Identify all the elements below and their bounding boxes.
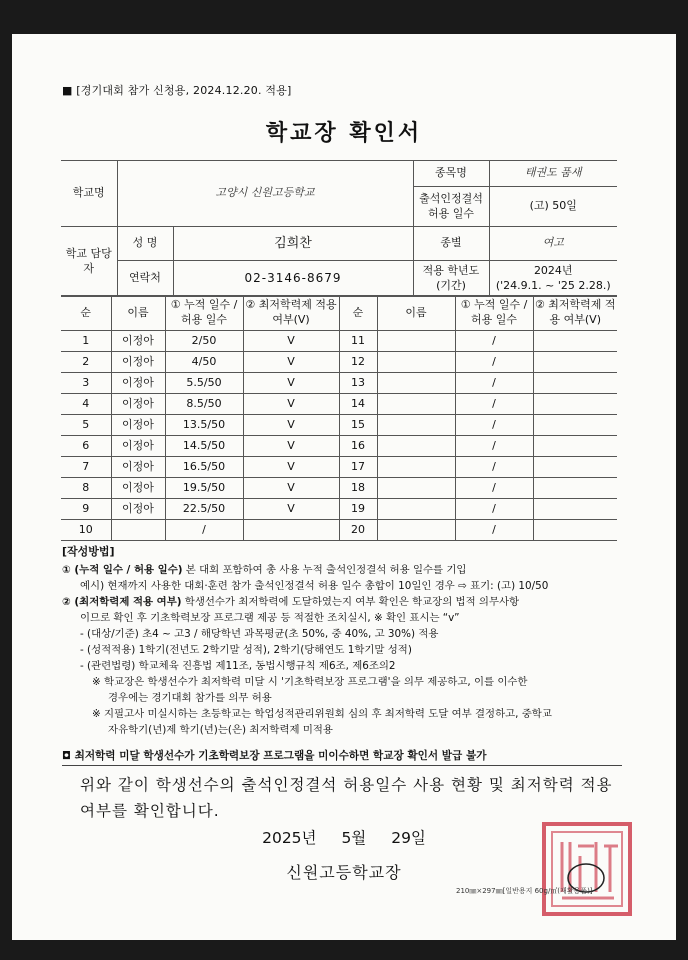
col-no-right: 순 — [339, 296, 377, 331]
row-days-right: / — [455, 457, 533, 478]
row-days-right: / — [455, 373, 533, 394]
col-name-right: 이름 — [377, 296, 455, 331]
contact-value: 02-3146-8679 — [173, 261, 413, 297]
col-no: 순 — [61, 296, 111, 331]
row-days: 4/50 — [165, 352, 243, 373]
row-min-right — [533, 394, 617, 415]
row-no-right: 19 — [339, 499, 377, 520]
row-min-right — [533, 457, 617, 478]
row-days: / — [165, 520, 243, 541]
row-no: 9 — [61, 499, 111, 520]
name-value: 김희찬 — [173, 227, 413, 261]
gender-label: 종별 — [413, 227, 489, 261]
row-min-right — [533, 331, 617, 352]
row-days: 2/50 — [165, 331, 243, 352]
col-min: ② 최저학력제 적용 여부(V) — [243, 296, 339, 331]
row-no-right: 17 — [339, 457, 377, 478]
row-min-right — [533, 520, 617, 541]
school-seal-stamp — [540, 820, 634, 918]
row-days: 5.5/50 — [165, 373, 243, 394]
row-days-right: / — [455, 331, 533, 352]
row-no-right: 16 — [339, 436, 377, 457]
row-name-right — [377, 520, 455, 541]
table-row — [61, 415, 617, 436]
document-title: 학교장 확인서 — [265, 121, 423, 146]
row-name: 이정아 — [111, 352, 165, 373]
row-days: 16.5/50 — [165, 457, 243, 478]
row-min-right — [533, 499, 617, 520]
period-value: ('24.9.1. ~ '25 2.28.) — [495, 278, 611, 292]
paper-spec-footer: 210㎜×297㎜[일반용지 60g/㎡(재활용품)] — [456, 887, 593, 895]
row-no-right: 18 — [339, 478, 377, 499]
table-row — [61, 394, 617, 415]
row-days-right: / — [455, 394, 533, 415]
row-min-right — [533, 478, 617, 499]
row-no: 2 — [61, 352, 111, 373]
table-row — [61, 436, 617, 457]
row-days-right: / — [455, 352, 533, 373]
school-label: 학교명 — [61, 161, 117, 227]
header-note: ■ [경기대회 참가 신청용, 2024.12.20. 적용] — [62, 84, 292, 97]
table-row — [61, 352, 617, 373]
row-min-right — [533, 352, 617, 373]
row-name: 이정아 — [111, 499, 165, 520]
row-no-right: 13 — [339, 373, 377, 394]
note-1-example: 예시) 현재까지 사용한 대회·훈련 참가 출석인정결석 허용 일수 총합이 10일인 경우 ⇨ 표기: (고) 10/50 — [80, 580, 549, 592]
principal-signature: 신원고등학교장 — [286, 863, 402, 882]
row-no-right: 14 — [339, 394, 377, 415]
remark-2-cont: 자유학기(년)제 학기(년)는(은) 최저학력제 미적용 — [108, 724, 333, 736]
row-min: V — [243, 331, 339, 352]
col-min-right: ② 최저학력제 적용 여부(V) — [533, 296, 617, 331]
row-name: 이정아 — [111, 436, 165, 457]
row-min-right — [533, 436, 617, 457]
detail-grades: - (성적적용) 1학기(전년도 2학기말 성적), 2학기(당해연도 1학기말 성적) — [80, 644, 412, 656]
row-name-right — [377, 436, 455, 457]
row-min: V — [243, 352, 339, 373]
row-no: 4 — [61, 394, 111, 415]
table-row — [61, 520, 617, 541]
row-min — [243, 520, 339, 541]
col-days: ① 누적 일수 / 허용 일수 — [165, 296, 243, 331]
log-body — [61, 331, 617, 541]
row-days: 8.5/50 — [165, 394, 243, 415]
row-no: 6 — [61, 436, 111, 457]
row-name: 이정아 — [111, 394, 165, 415]
row-no: 8 — [61, 478, 111, 499]
row-min: V — [243, 415, 339, 436]
col-days-right: ① 누적 일수 / 허용 일수 — [455, 296, 533, 331]
instructions — [62, 544, 622, 738]
row-name-right — [377, 352, 455, 373]
note-2: ② (최저학력제 적용 여부) 학생선수가 최저학력에 도달하였는지 여부 확인은 학교장의 법적 의무사항 — [62, 596, 520, 608]
row-days-right: / — [455, 478, 533, 499]
row-name: 이정아 — [111, 373, 165, 394]
allowance-value: (고) 50일 — [489, 187, 617, 227]
row-no: 7 — [61, 457, 111, 478]
detail-target: - (대상/기준) 초4 ~ 고3 / 해당학년 과목평균(초 50%, 중 40%, 고 30%) 적용 — [80, 628, 439, 640]
confirmation-text: 위와 같이 학생선수의 출석인정결석 허용일수 사용 현황 및 최저학력 적용 여부를 확인합니다. — [80, 776, 613, 820]
table-row — [61, 373, 617, 394]
row-min-right — [533, 415, 617, 436]
manager-label: 학교 담당자 — [61, 227, 117, 297]
sport-value: 태권도 품새 — [489, 161, 617, 187]
remark-1: ※ 학교장은 학생선수가 최저학력 미달 시 '기초학력보장 프로그램'을 의무 제공하고, 이를 이수한 — [92, 676, 528, 688]
row-min: V — [243, 394, 339, 415]
row-no-right: 11 — [339, 331, 377, 352]
row-days: 19.5/50 — [165, 478, 243, 499]
year-label: 적용 학년도 (기간) — [413, 261, 489, 297]
row-days-right: / — [455, 520, 533, 541]
row-no: 10 — [61, 520, 111, 541]
row-days: 22.5/50 — [165, 499, 243, 520]
row-name-right — [377, 457, 455, 478]
row-name-right — [377, 373, 455, 394]
note-2-line2: 이므로 확인 후 기초학력보장 프로그램 제공 등 적절한 조치실시, ※ 확인 표시는 “v” — [80, 612, 460, 624]
year-period-cell — [489, 261, 617, 297]
table-row — [61, 478, 617, 499]
table-row — [61, 499, 617, 520]
remark-2: ※ 지필고사 미실시하는 초등학교는 학업성적관리위원회 심의 후 최저학력 도달 여부 결정하고, 중학교 — [92, 708, 552, 720]
row-name-right — [377, 394, 455, 415]
row-min: V — [243, 457, 339, 478]
instructions-title: [작성방법] — [62, 545, 115, 558]
note-1: ① (누적 일수 / 허용 일수) 본 대회 포함하여 총 사용 누적 출석인정결석 허용 일수를 기입 — [62, 564, 467, 576]
table-row — [61, 331, 617, 352]
row-days: 14.5/50 — [165, 436, 243, 457]
row-name-right — [377, 478, 455, 499]
contact-label: 연락처 — [117, 261, 173, 297]
row-name: 이정아 — [111, 478, 165, 499]
school-value: 고양시 신원고등학교 — [117, 161, 413, 227]
row-min-right — [533, 373, 617, 394]
col-name: 이름 — [111, 296, 165, 331]
row-days-right: / — [455, 415, 533, 436]
name-label: 성 명 — [117, 227, 173, 261]
row-min: V — [243, 478, 339, 499]
allowance-label: 출석인정결석 허용 일수 — [413, 187, 489, 227]
row-no: 1 — [61, 331, 111, 352]
row-days: 13.5/50 — [165, 415, 243, 436]
row-name-right — [377, 331, 455, 352]
row-no-right: 15 — [339, 415, 377, 436]
issue-date: 2025년 5월 29일 — [262, 829, 426, 847]
row-min: V — [243, 499, 339, 520]
row-no-right: 20 — [339, 520, 377, 541]
row-name: 이정아 — [111, 415, 165, 436]
row-name: 이정아 — [111, 457, 165, 478]
row-no: 5 — [61, 415, 111, 436]
remark-1-cont: 경우에는 경기대회 참가를 의무 허용 — [108, 692, 272, 704]
row-no-right: 12 — [339, 352, 377, 373]
detail-law: - (관련법령) 학교체육 진흥법 제11조, 동법시행규칙 제6조, 제6조의2 — [80, 660, 396, 672]
info-table — [61, 160, 617, 297]
table-row — [61, 457, 617, 478]
attendance-log-table — [61, 295, 617, 541]
row-days-right: / — [455, 499, 533, 520]
row-min: V — [243, 436, 339, 457]
row-min: V — [243, 373, 339, 394]
sport-label: 종목명 — [413, 161, 489, 187]
row-name — [111, 520, 165, 541]
issuance-warning: ◘ 최저학력 미달 학생선수가 기초학력보장 프로그램을 미이수하면 학교장 확인서 발급 불가 — [62, 748, 622, 766]
row-name-right — [377, 499, 455, 520]
year-value: 2024년 — [533, 263, 573, 277]
row-no: 3 — [61, 373, 111, 394]
row-name-right — [377, 415, 455, 436]
row-days-right: / — [455, 436, 533, 457]
row-name: 이정아 — [111, 331, 165, 352]
gender-value: 여고 — [489, 227, 617, 261]
